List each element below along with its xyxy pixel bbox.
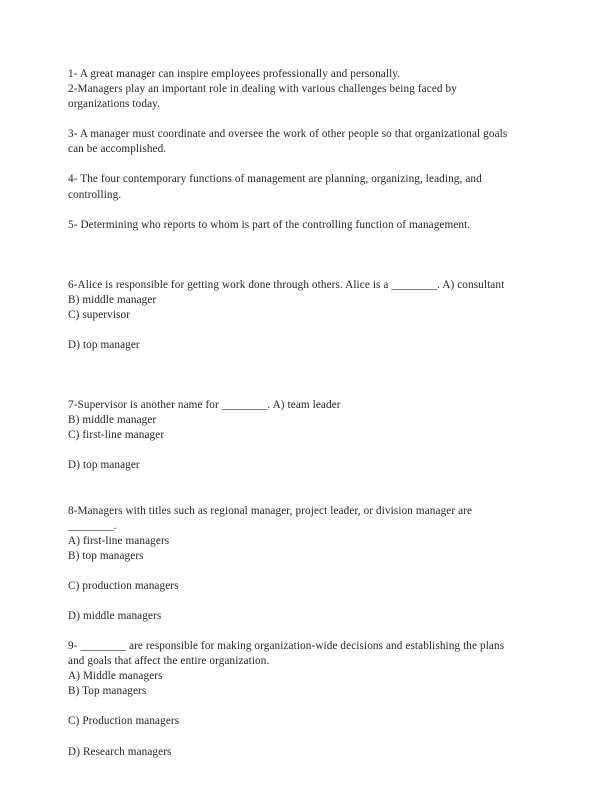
answer-option-d: D) Research managers <box>68 745 172 758</box>
text-line: 3- A manager must coordinate and oversee the work of other people so that organizational goals <box>68 128 508 141</box>
section-spacer <box>68 474 546 504</box>
answer-option-b: B) middle manager <box>68 414 157 427</box>
mcq-question-7-option-d <box>68 458 546 473</box>
mcq-question-8 <box>68 504 546 564</box>
question-stem: 9- ________ are responsible for making organization-wide decisions and establishing the plans <box>68 640 505 653</box>
section-spacer <box>68 353 546 398</box>
answer-option-a: A) Middle managers <box>68 670 163 683</box>
text-line: 2-Managers play an important role in dealing with various challenges being faced by <box>68 83 457 96</box>
question-stem-cont: and goals that affect the entire organization. <box>68 655 270 668</box>
mcq-question-8-option-c <box>68 579 546 594</box>
answer-option-c: C) first-line manager <box>68 429 165 442</box>
statement-question-1 <box>68 67 546 82</box>
answer-option-b: B) top managers <box>68 549 144 562</box>
question-stem-blank: ________. <box>68 519 117 532</box>
mcq-question-7 <box>68 398 546 443</box>
mcq-question-6 <box>68 278 546 323</box>
paragraph-spacer <box>68 443 546 458</box>
paragraph-spacer <box>68 564 546 579</box>
paragraph-spacer <box>68 594 546 609</box>
statement-question-5 <box>68 218 546 233</box>
document-text-body <box>68 67 546 760</box>
paragraph-spacer <box>68 112 546 127</box>
answer-option-c: C) Production managers <box>68 715 180 728</box>
mcq-question-8-option-d <box>68 609 546 624</box>
paragraph-spacer <box>68 624 546 639</box>
paragraph-spacer <box>68 730 546 745</box>
answer-option-d: D) middle managers <box>68 609 162 622</box>
answer-option-c: C) supervisor <box>68 308 131 321</box>
mcq-question-9-option-c <box>68 714 546 729</box>
paragraph-spacer <box>68 157 546 172</box>
paragraph-spacer <box>68 699 546 714</box>
paragraph-spacer <box>68 323 546 338</box>
question-stem: 7-Supervisor is another name for ________. A) team leader <box>68 399 341 412</box>
text-line: 5- Determining who reports to whom is part of the controlling function of management. <box>68 218 471 231</box>
mcq-question-6-option-d <box>68 338 546 353</box>
answer-option-a: A) first-line managers <box>68 534 170 547</box>
mcq-question-9-option-d <box>68 745 546 760</box>
answer-option-b: B) middle manager <box>68 293 157 306</box>
answer-option-b: B) Top managers <box>68 685 147 698</box>
answer-option-d: D) top manager <box>68 459 140 472</box>
section-spacer <box>68 233 546 278</box>
statement-question-4 <box>68 172 546 202</box>
question-stem: 6-Alice is responsible for getting work done through others. Alice is a ________. A) consultant <box>68 278 505 291</box>
question-stem: 8-Managers with titles such as regional manager, project leader, or division manager are <box>68 504 473 517</box>
text-line: organizations today. <box>68 98 161 111</box>
text-line: controlling. <box>68 188 122 201</box>
answer-option-d: D) top manager <box>68 339 140 352</box>
statement-question-2 <box>68 82 546 112</box>
statement-question-3 <box>68 127 546 157</box>
paragraph-spacer <box>68 203 546 218</box>
answer-option-c: C) production managers <box>68 579 179 592</box>
text-line: 4- The four contemporary functions of management are planning, organizing, leading, and <box>68 173 482 186</box>
text-line: can be accomplished. <box>68 143 167 156</box>
mcq-question-9 <box>68 639 546 699</box>
text-line: 1- A great manager can inspire employees professionally and personally. <box>68 68 401 80</box>
